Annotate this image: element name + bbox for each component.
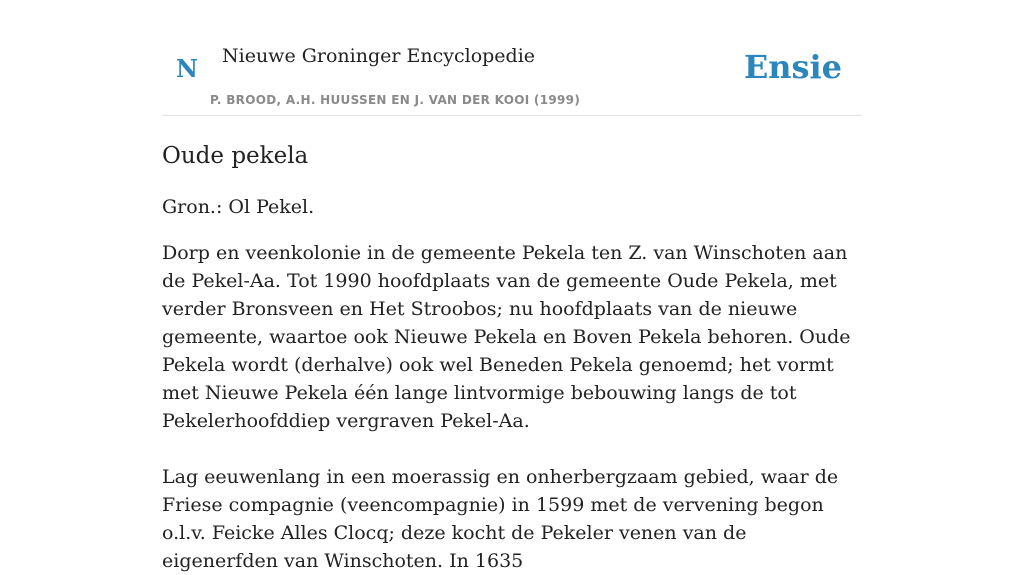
encyclopedia-title[interactable]: Nieuwe Groninger Encyclopedie: [222, 45, 536, 67]
authors-line: P. BROOD, A.H. HUUSSEN EN J. VAN DER KOOI (1999): [210, 93, 581, 107]
encyclopedia-logo[interactable]: N: [176, 54, 198, 83]
ensie-logo-link[interactable]: Ensie: [743, 48, 842, 86]
encyclopedia-header: [162, 0, 862, 116]
entry-title: Oude pekela: [162, 143, 309, 169]
page: [162, 0, 862, 575]
entry-paragraph-dialect: Gron.: Ol Pekel.: [162, 196, 315, 218]
entry-paragraph-description: Dorp en veenkolonie in de gemeente Pekela ten Z. van Winschoten aan de Pekel-Aa. Tot 1990 hoofdplaats van de gemeente Oude Pekela, met verder Bronsveen en Het Stroobos; nu hoofdplaats van de nieuwe gemeente, waartoe ook Nieuwe Pekela en Boven Pekela behoren. Oude Pekela wordt (derhalve) ook wel Beneden Pekela genoemd; het vormt met Nieuwe Pekela één lange lintvormige bebouwing langs de tot Pekelerhoofddiep vergraven Pekel-Aa.: [162, 242, 851, 432]
entry-paragraph-history: Lag eeuwenlang in een moerassig en onherbergzaam gebied, waar de Friese compagnie (veencompagnie) in 1599 met de vervening begon o.l.v. Feicke Alles Clocq; deze kocht de Pekeler venen van de eigenerfden van Winschoten. In 1635: [162, 466, 839, 572]
